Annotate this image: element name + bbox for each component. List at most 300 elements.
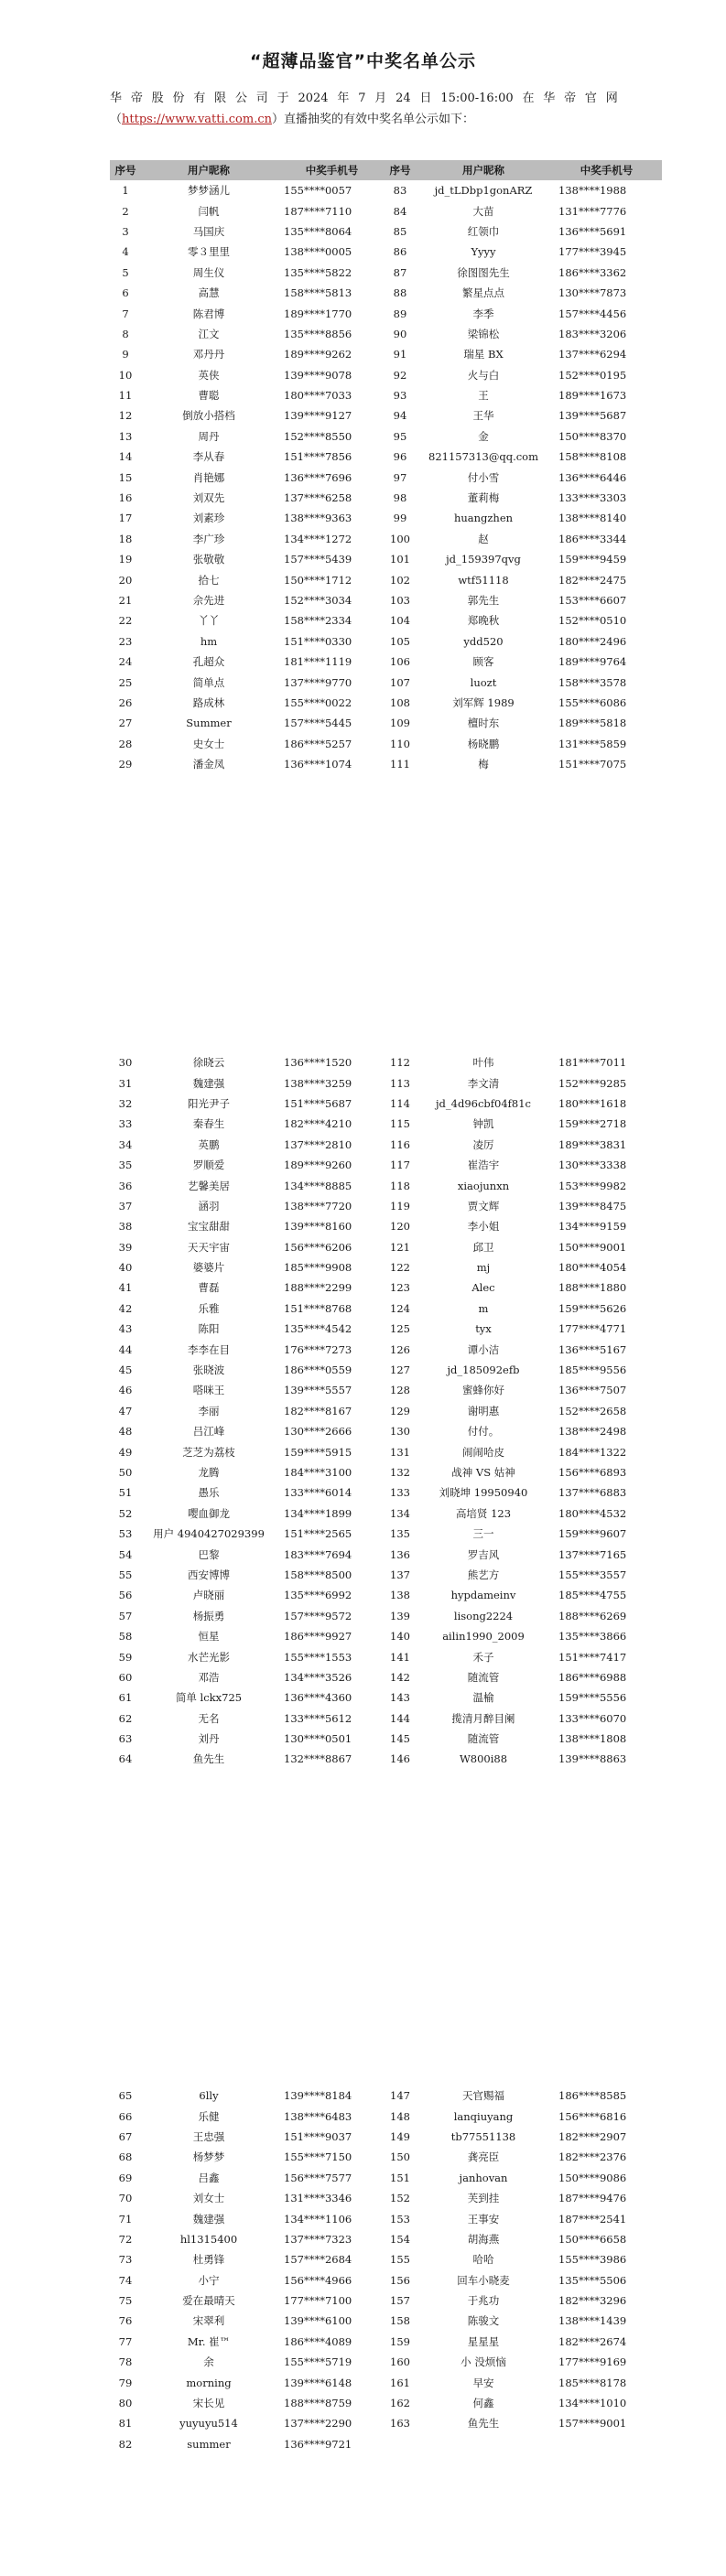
winning-phone: 135****8064 (284, 224, 352, 238)
winning-phone: 135****8856 (284, 327, 352, 340)
table-row (110, 2208, 387, 2228)
user-nickname: 刘丹 (198, 1732, 220, 1746)
user-nickname: lisong2224 (453, 1609, 514, 1622)
winning-phone: 153****6607 (558, 594, 627, 607)
winning-phone: 136****1074 (284, 758, 352, 771)
table-row (110, 713, 387, 733)
table-row (110, 1094, 387, 1114)
table-row (385, 1441, 662, 1461)
row-number: 18 (118, 532, 133, 545)
row-number: 61 (118, 1691, 133, 1705)
row-number: 36 (118, 1179, 133, 1192)
winning-phone: 155****1553 (284, 1650, 352, 1664)
user-nickname: 史女士 (192, 737, 225, 750)
table-row (110, 405, 387, 426)
user-nickname: 龚亮臣 (467, 2150, 500, 2164)
row-number: 25 (118, 675, 133, 689)
user-nickname: 揽清月醉目阑 (451, 1711, 515, 1725)
user-nickname: 肖艳娜 (192, 470, 225, 484)
winning-phone: 130****0501 (284, 1732, 352, 1746)
row-number: 39 (118, 1240, 133, 1254)
winning-phone: 188****2299 (284, 1281, 352, 1295)
user-nickname: 繁星点点 (462, 286, 504, 300)
table-row (110, 2106, 387, 2126)
row-number: 146 (390, 1752, 410, 1766)
row-number: 16 (118, 491, 133, 505)
table-row (385, 734, 662, 754)
winning-phone: 134****8885 (284, 1179, 352, 1192)
header-no: 序号 (385, 160, 416, 180)
table-row (110, 734, 387, 754)
table-row (385, 1155, 662, 1175)
row-number: 56 (118, 1589, 133, 1602)
row-number: 137 (390, 1568, 410, 1581)
winning-phone: 157****5445 (284, 717, 352, 730)
row-number: 66 (118, 2109, 133, 2123)
user-nickname: 罗吉风 (467, 1547, 500, 1561)
user-nickname: 张敬敬 (192, 553, 225, 566)
winning-phone: 150****1712 (284, 573, 352, 587)
user-nickname: 天天宇宙 (188, 1240, 230, 1254)
table-row (110, 2229, 387, 2249)
row-number: 24 (118, 655, 133, 669)
table-row (385, 180, 662, 200)
table-row (385, 2352, 662, 2372)
winning-phone: 189****9764 (558, 655, 627, 669)
table-row (110, 529, 387, 549)
row-number: 6 (122, 286, 129, 300)
winning-phone: 137****6883 (558, 1486, 627, 1500)
table-row (110, 1749, 387, 1769)
table-row (385, 1524, 662, 1544)
user-nickname: 付小雪 (467, 470, 500, 484)
winning-phone: 186****8585 (558, 2089, 627, 2103)
row-number: 29 (118, 758, 133, 771)
winning-phone: 139****8475 (558, 1199, 627, 1213)
table-row (110, 1421, 387, 1441)
winning-phone: 139****6100 (284, 2314, 352, 2328)
table-row (110, 1441, 387, 1461)
winning-phone: 157****2684 (284, 2253, 352, 2267)
table-row (385, 2127, 662, 2147)
row-number: 78 (118, 2355, 133, 2369)
winning-phone: 182****8167 (284, 1404, 352, 1417)
table-row (110, 1175, 387, 1195)
user-nickname: 陈君博 (192, 307, 225, 320)
table-row (110, 549, 387, 569)
winning-phone: 134****1272 (284, 532, 352, 545)
user-nickname: 江文 (198, 327, 220, 340)
user-nickname: hl1315400 (179, 2232, 238, 2246)
table-row (110, 2434, 387, 2454)
winning-phone: 180****2496 (558, 634, 627, 648)
row-number: 67 (118, 2129, 133, 2143)
user-nickname: W800i88 (459, 1752, 508, 1766)
row-number: 45 (118, 1363, 133, 1377)
winning-phone: 151****2565 (284, 1527, 352, 1541)
row-number: 54 (118, 1547, 133, 1561)
winning-phone: 185****9556 (558, 1363, 627, 1377)
table-row (110, 1319, 387, 1339)
winning-phone: 183****7694 (284, 1547, 352, 1561)
table-row (110, 1339, 387, 1359)
winning-phone: 136****9721 (284, 2437, 352, 2451)
row-number: 50 (118, 1466, 133, 1479)
winning-phone: 136****5167 (558, 1342, 627, 1356)
user-nickname: 王 (478, 389, 489, 403)
user-nickname: 星星星 (467, 2334, 500, 2348)
user-nickname: 用户 4940427029399 (153, 1527, 265, 1541)
user-nickname: 王忠强 (192, 2129, 225, 2143)
winning-phone: 158****8108 (558, 450, 627, 464)
winning-phone: 187****7110 (284, 204, 352, 218)
row-number: 33 (118, 1117, 133, 1131)
winning-phone: 186****4089 (284, 2334, 352, 2348)
row-number: 7 (122, 307, 129, 320)
table-row (385, 2106, 662, 2126)
table-row (385, 2188, 662, 2208)
user-nickname: 爱在最晴天 (182, 2294, 235, 2308)
table-row (110, 2413, 387, 2433)
winning-phone: 156****4966 (284, 2273, 352, 2287)
winning-phone: 189****1770 (284, 307, 352, 320)
winning-phone: 139****8184 (284, 2089, 352, 2103)
table-row (385, 2208, 662, 2228)
page-title: “超薄品鉴官”中奖名单公示 (250, 51, 476, 71)
row-number: 71 (118, 2212, 133, 2226)
row-number: 44 (118, 1342, 133, 1356)
winning-phone: 138****9363 (284, 512, 352, 525)
winning-phone: 184****3100 (284, 1466, 352, 1479)
row-number: 9 (122, 348, 129, 361)
winning-phone: 134****9159 (558, 1220, 627, 1234)
table-row (110, 590, 387, 610)
table-row (385, 1052, 662, 1072)
user-nickname: ailin1990_2009 (442, 1630, 525, 1644)
user-nickname: 陈阳 (198, 1322, 220, 1336)
row-number: 74 (118, 2273, 133, 2287)
row-number: 109 (390, 717, 410, 730)
user-nickname: 丫丫 (198, 614, 220, 628)
winning-phone: 152****0195 (558, 368, 627, 382)
table-row (110, 1299, 387, 1319)
table-row (110, 1565, 387, 1585)
winning-phone: 138****1439 (558, 2314, 627, 2328)
user-nickname: 愚乐 (198, 1486, 220, 1500)
table-row (110, 1155, 387, 1175)
row-number: 51 (118, 1486, 133, 1500)
winning-phone: 159****5626 (558, 1301, 627, 1315)
winning-phone: 130****2666 (284, 1425, 352, 1439)
row-number: 86 (393, 245, 407, 259)
user-nickname: 陈骏文 (467, 2314, 500, 2328)
row-number: 27 (118, 717, 133, 730)
winning-phone: 187****9476 (558, 2192, 627, 2205)
winning-phone: 189****9260 (284, 1159, 352, 1172)
row-number: 129 (390, 1404, 410, 1417)
row-number: 140 (390, 1630, 410, 1644)
table-row (385, 344, 662, 364)
row-number: 2 (122, 204, 129, 218)
table-row (110, 283, 387, 303)
winning-phone: 186****9927 (284, 1630, 352, 1644)
row-number: 35 (118, 1159, 133, 1172)
row-number: 62 (118, 1711, 133, 1725)
winning-phone: 152****0510 (558, 614, 627, 628)
row-number: 111 (390, 758, 410, 771)
table-row (385, 324, 662, 344)
user-nickname: 邓浩 (198, 1670, 220, 1684)
winners-table-block1-left (110, 160, 387, 774)
table-row (385, 467, 662, 487)
row-number: 90 (393, 327, 407, 340)
row-number: 13 (118, 429, 133, 443)
user-nickname: 檀时东 (467, 717, 500, 730)
row-number: 88 (393, 286, 407, 300)
winning-phone: 181****7011 (558, 1056, 627, 1070)
user-nickname: 小宁 (198, 2273, 220, 2287)
table-row (385, 631, 662, 652)
user-nickname: 钟凯 (472, 1117, 494, 1131)
table-row (110, 1052, 387, 1072)
row-number: 120 (390, 1220, 410, 1234)
row-number: 151 (390, 2171, 410, 2184)
winning-phone: 150****6658 (558, 2232, 627, 2246)
row-number: 110 (390, 737, 410, 750)
winning-phone: 151****7856 (284, 450, 352, 464)
row-number: 94 (393, 409, 407, 423)
user-nickname: 巴黎 (198, 1547, 220, 1561)
row-number: 162 (390, 2397, 410, 2410)
table-row (110, 610, 387, 631)
row-number: 55 (118, 1568, 133, 1581)
user-nickname: 瑞星 BX (463, 348, 504, 361)
table-row (385, 263, 662, 283)
row-number: 81 (118, 2417, 133, 2430)
row-number: 77 (118, 2334, 133, 2348)
row-number: 63 (118, 1732, 133, 1746)
row-number: 20 (118, 573, 133, 587)
table-row (110, 1135, 387, 1155)
user-nickname: 回车小晓麦 (457, 2273, 510, 2287)
user-nickname: 王事安 (467, 2212, 500, 2226)
table-row (110, 1114, 387, 1134)
user-nickname: summer (187, 2437, 231, 2451)
user-nickname: 崔浩宇 (467, 1159, 500, 1172)
table-row (110, 263, 387, 283)
user-nickname: 恒星 (198, 1630, 220, 1644)
row-number: 153 (390, 2212, 410, 2226)
table-row (385, 2311, 662, 2331)
row-number: 126 (390, 1342, 410, 1356)
table-row (385, 2270, 662, 2290)
winning-phone: 159****9607 (558, 1527, 627, 1541)
table-row (110, 1277, 387, 1298)
row-number: 80 (118, 2397, 133, 2410)
table-row (385, 1749, 662, 1769)
row-number: 159 (390, 2334, 410, 2348)
row-number: 156 (390, 2273, 410, 2287)
user-nickname: yuyuyu514 (179, 2417, 238, 2430)
row-number: 96 (393, 450, 407, 464)
winners-table-block2-right (385, 1052, 662, 1770)
row-number: 41 (118, 1281, 133, 1295)
table-row (385, 2249, 662, 2269)
user-nickname: 刘双先 (192, 491, 225, 505)
winning-phone: 157****9001 (558, 2417, 627, 2430)
winning-phone: 152****9285 (558, 1076, 627, 1090)
user-nickname: 赵 (478, 532, 489, 545)
user-nickname: hm (200, 634, 218, 648)
winning-phone: 157****4456 (558, 307, 627, 320)
winning-phone: 155****7150 (284, 2150, 352, 2164)
table-row (385, 1135, 662, 1155)
winning-phone: 131****3346 (284, 2192, 352, 2205)
row-number: 32 (118, 1096, 133, 1110)
row-number: 131 (390, 1445, 410, 1459)
table-row (110, 2352, 387, 2372)
table-row (385, 1072, 662, 1093)
row-number: 102 (390, 573, 410, 587)
table-row (385, 1216, 662, 1236)
winning-phone: 155****3986 (558, 2253, 627, 2267)
user-nickname: Alec (471, 1281, 495, 1295)
winning-phone: 137****2290 (284, 2417, 352, 2430)
winning-phone: 134****1899 (284, 1506, 352, 1520)
table-row (385, 1585, 662, 1605)
row-number: 65 (118, 2089, 133, 2103)
user-nickname: hypdameinv (450, 1589, 516, 1602)
user-nickname: xiaojunxn (457, 1179, 510, 1192)
row-number: 135 (390, 1527, 410, 1541)
winning-phone: 136****7507 (558, 1384, 627, 1397)
winning-phone: 136****1520 (284, 1056, 352, 1070)
table-row (110, 1729, 387, 1749)
winning-phone: 139****8160 (284, 1220, 352, 1234)
table-header-row (110, 160, 387, 180)
user-nickname: 付付。 (467, 1425, 500, 1439)
winning-phone: 186****3362 (558, 265, 627, 279)
table-row (385, 1175, 662, 1195)
user-nickname: 刘晓坤 19950940 (439, 1486, 528, 1500)
user-nickname: 曹聪 (198, 389, 220, 403)
row-number: 82 (118, 2437, 133, 2451)
row-number: 100 (390, 532, 410, 545)
winning-phone: 133****3303 (558, 491, 627, 505)
table-row (385, 610, 662, 631)
user-nickname: 哈哈 (472, 2253, 494, 2267)
winning-phone: 188****1880 (558, 1281, 627, 1295)
row-number: 130 (390, 1425, 410, 1439)
winning-phone: 189****9262 (284, 348, 352, 361)
row-number: 58 (118, 1630, 133, 1644)
winning-phone: 183****3206 (558, 327, 627, 340)
table-row (385, 1257, 662, 1277)
user-nickname: 鱼先生 (467, 2417, 500, 2430)
user-nickname: 宝宝甜甜 (188, 1220, 230, 1234)
user-nickname: 刘素珍 (192, 512, 225, 525)
winning-phone: 131****5859 (558, 737, 627, 750)
user-nickname: 杨晓鹏 (467, 737, 500, 750)
winning-phone: 151****7075 (558, 758, 627, 771)
table-row (385, 1708, 662, 1729)
row-number: 139 (390, 1609, 410, 1622)
winning-phone: 152****2658 (558, 1404, 627, 1417)
row-number: 97 (393, 470, 407, 484)
winning-phone: 150****9001 (558, 1240, 627, 1254)
winning-phone: 176****7273 (284, 1342, 352, 1356)
table-row (385, 1360, 662, 1380)
user-nickname: jd_159397qvg (446, 553, 521, 566)
winners-table-block3-left (110, 2086, 387, 2454)
row-number: 40 (118, 1261, 133, 1275)
row-number: 103 (390, 594, 410, 607)
row-number: 124 (390, 1301, 410, 1315)
user-nickname: 宋长见 (192, 2397, 225, 2410)
user-nickname: 魏建强 (192, 2212, 225, 2226)
winning-phone: 182****2907 (558, 2129, 627, 2143)
table-row (385, 529, 662, 549)
user-nickname: 西安博博 (188, 1568, 230, 1581)
winning-phone: 136****4360 (284, 1691, 352, 1705)
table-row (110, 1646, 387, 1666)
winning-phone: 139****8863 (558, 1752, 627, 1766)
table-row (110, 1072, 387, 1093)
row-number: 26 (118, 695, 133, 709)
row-number: 108 (390, 695, 410, 709)
row-number: 12 (118, 409, 133, 423)
user-nickname: 婆婆片 (192, 1261, 225, 1275)
winning-phone: 138****2498 (558, 1425, 627, 1439)
winning-phone: 177****4771 (558, 1322, 627, 1336)
table-row (110, 569, 387, 589)
winning-phone: 159****9459 (558, 553, 627, 566)
table-row (385, 1277, 662, 1298)
table-row (110, 2372, 387, 2392)
website-link[interactable]: https://www.vatti.com.cn (122, 113, 272, 126)
winning-phone: 138****7720 (284, 1199, 352, 1213)
row-number: 37 (118, 1199, 133, 1213)
user-nickname: 零３里里 (188, 245, 230, 259)
user-nickname: 叶伟 (472, 1056, 494, 1070)
winning-phone: 139****9127 (284, 409, 352, 423)
table-row (110, 1606, 387, 1626)
row-number: 104 (390, 614, 410, 628)
row-number: 73 (118, 2253, 133, 2267)
intro-paragraph (110, 88, 618, 130)
row-number: 105 (390, 634, 410, 648)
table-row (385, 1462, 662, 1482)
user-nickname: 潘金凤 (192, 758, 225, 771)
row-number: 134 (390, 1506, 410, 1520)
user-nickname: mj (476, 1261, 491, 1275)
user-nickname: Summer (186, 717, 232, 730)
winning-phone: 180****1618 (558, 1096, 627, 1110)
table-row (110, 180, 387, 200)
user-nickname: 吕江峰 (192, 1425, 225, 1439)
row-number: 34 (118, 1137, 133, 1151)
table-row (385, 652, 662, 672)
user-nickname: 路成林 (192, 695, 225, 709)
table-row (110, 467, 387, 487)
winning-phone: 182****2674 (558, 2334, 627, 2348)
user-nickname: 梅 (478, 758, 489, 771)
winners-table-block1-right (385, 160, 662, 774)
row-number: 119 (390, 1199, 410, 1213)
winning-phone: 186****0559 (284, 1363, 352, 1377)
winners-table-block2-left (110, 1052, 387, 1770)
table-row (110, 2270, 387, 2290)
